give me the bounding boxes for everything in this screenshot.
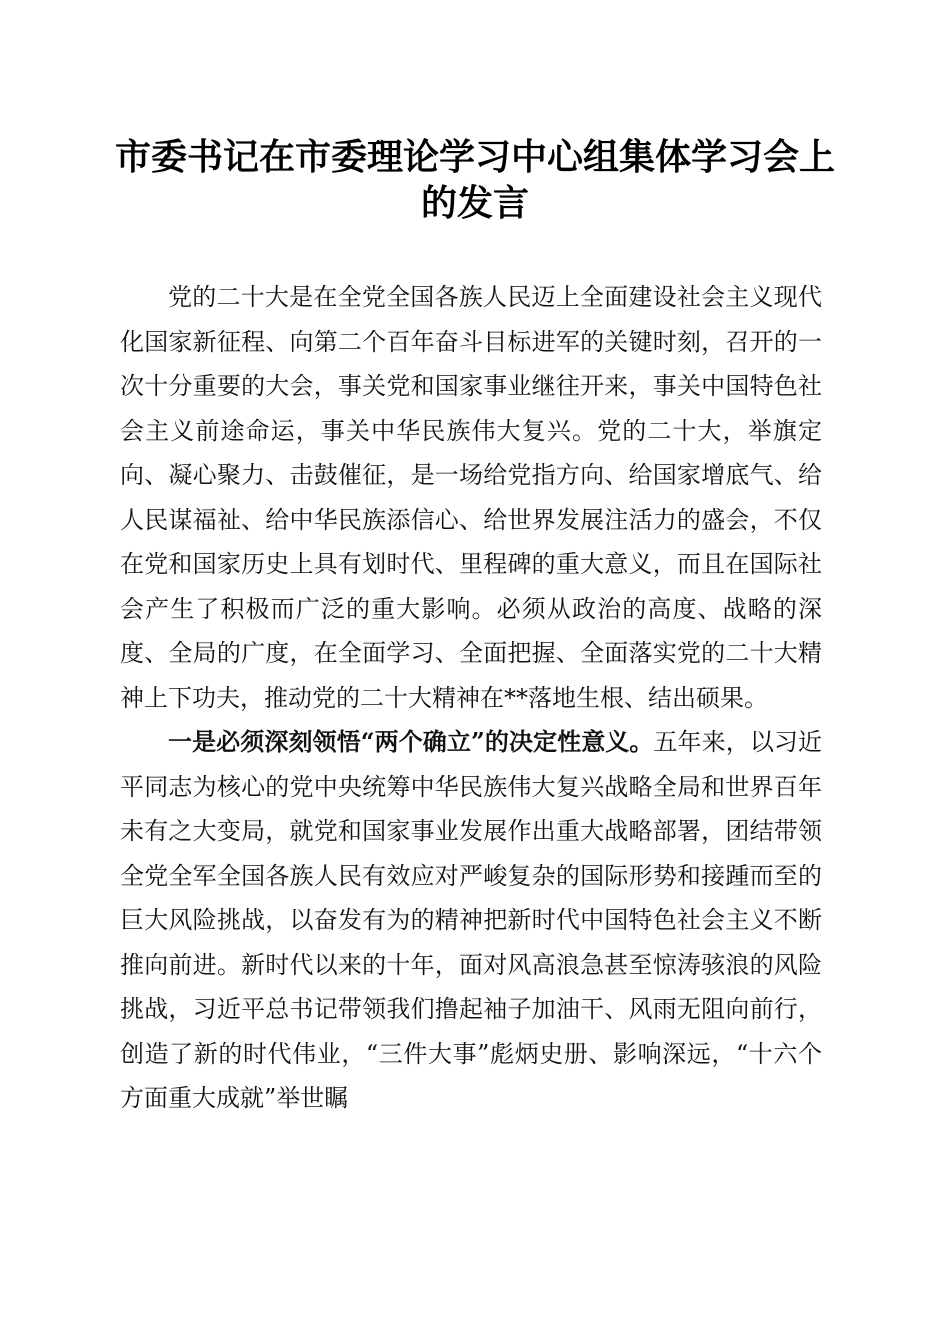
paragraph-intro	[120, 275, 822, 720]
paragraph-point-one	[120, 720, 822, 1121]
paragraph-text: 党的二十大是在全党全国各族人民迈上全面建设社会主义现代化国家新征程、向第二个百年奋斗目标进军的关键时刻，召开的一次十分重要的大会，事关党和国家事业继往开来，事关中国特色社会主义前途命运，事关中华民族伟大复兴。党的二十大，举旗定向、凝心聚力、击鼓催征，是一场给党指方向、给国家增底气、给人民谋福祉、给中华民族添信心、给世界发展注活力的盛会，不仅在党和国家历史上具有划时代、里程碑的重大意义，而且在国际社会产生了积极而广泛的重大影响。必须从政治的高度、战略的深度、全局的广度，在全面学习、全面把握、全面落实党的二十大精神上下功夫，推动党的二十大精神在**落地生根、结出硕果。	[120, 283, 822, 712]
document-title: 市委书记在市委理论学习中心组集体学习会上的发言	[114, 136, 835, 224]
paragraph-lead: 一是必须深刻领悟“两个确立”的决定性意义。	[168, 727, 654, 756]
document-body	[120, 275, 822, 1121]
paragraph-text: 五年来，以习近平同志为核心的党中央统筹中华民族伟大复兴战略全局和世界百年未有之大变局，就党和国家事业发展作出重大战略部署，团结带领全党全军全国各族人民有效应对严峻复杂的国际形势和接踵而至的巨大风险挑战，以奋发有为的精神把新时代中国特色社会主义不断推向前进。新时代以来的十年，面对风高浪急甚至惊涛骇浪的风险挑战，习近平总书记带领我们撸起袖子加油干、风雨无阻向前行，创造了新的时代伟业，“三件大事”彪炳史册、影响深远，“十六个方面重大成就”举世瞩	[120, 728, 822, 1112]
